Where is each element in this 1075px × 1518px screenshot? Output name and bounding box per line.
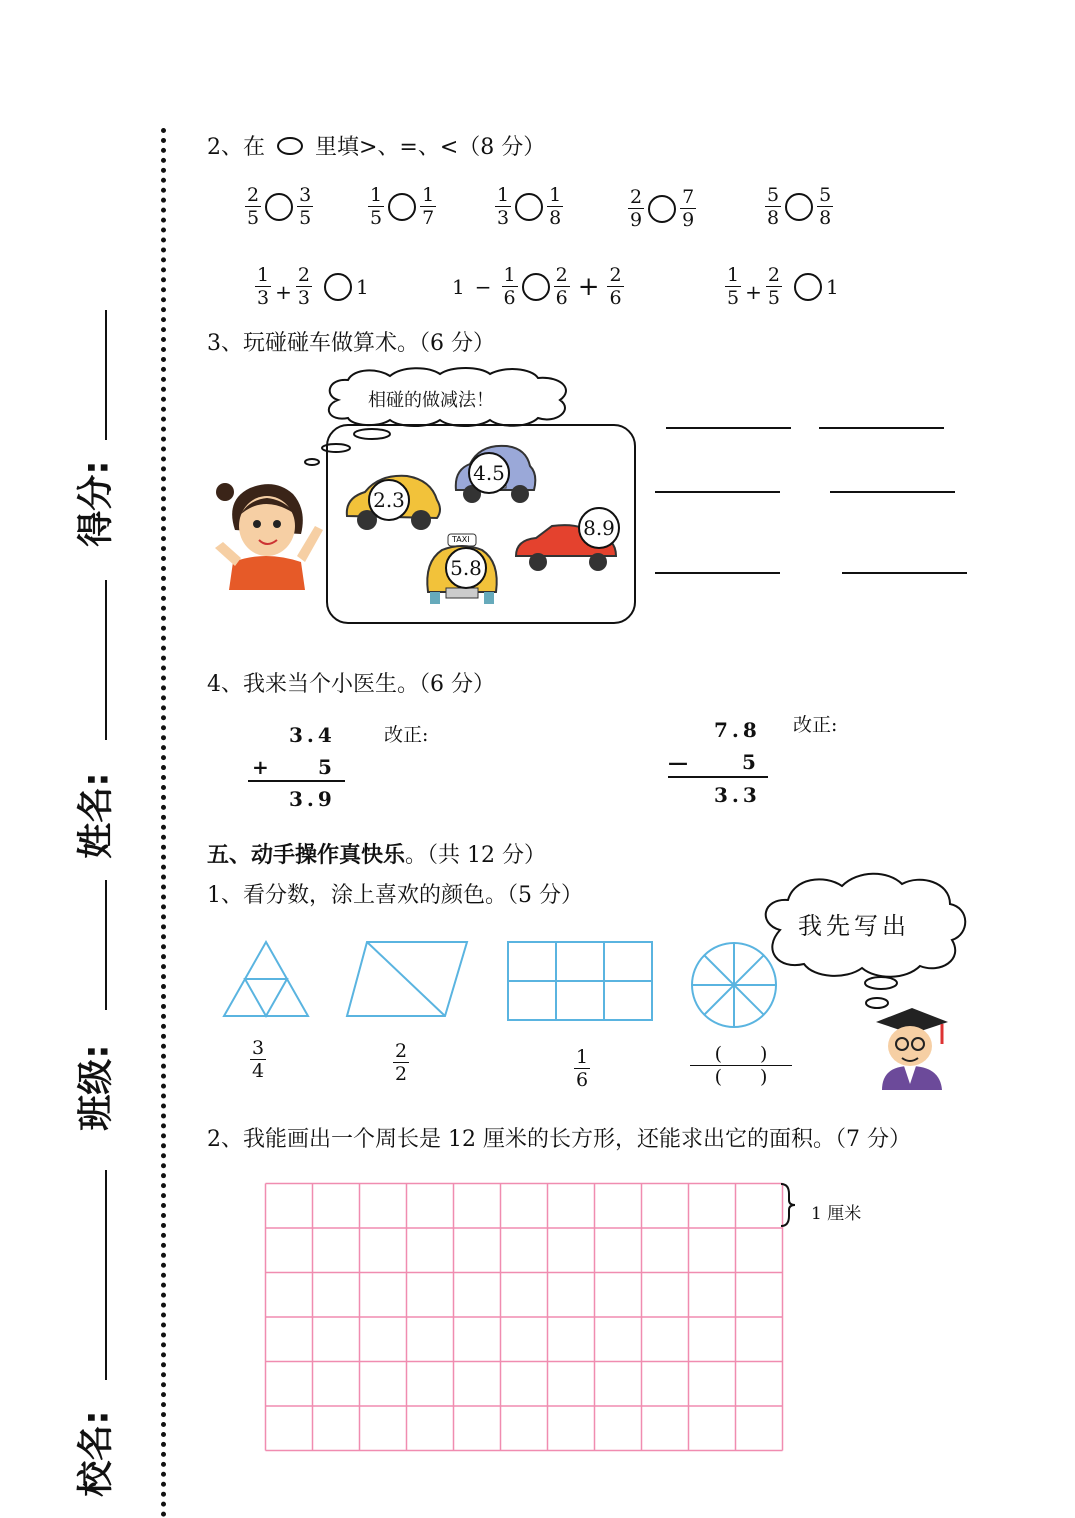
compare-expression: 1 − $\frac{1}{6}$ $\frac{2}{6}$ + $\frac{2}{6}$ <box>452 264 622 309</box>
shape-fraction: $\frac{1}{6}$ <box>576 1046 589 1091</box>
correct-label: 改正: <box>793 714 838 736</box>
car-number: 5.8 <box>445 547 487 589</box>
circle-icon <box>277 137 303 155</box>
fraction: $\frac{2}{5}$ <box>247 184 260 229</box>
brace-icon <box>779 1182 799 1228</box>
calc-left-op: + <box>252 755 273 779</box>
girl-illustration <box>205 470 330 590</box>
parallelogram-shape[interactable] <box>345 940 470 1020</box>
car-number: 4.5 <box>468 452 510 494</box>
calc-rule <box>248 780 345 782</box>
calc-right-top: 7.8 <box>714 718 761 742</box>
fraction: $\frac{1}{5}$ <box>370 184 383 229</box>
answer-line[interactable] <box>655 491 780 493</box>
calc-rule <box>668 776 768 778</box>
answer-line[interactable] <box>842 572 967 574</box>
compare-item <box>245 184 313 229</box>
fraction: $\frac{1}{3}$ <box>497 184 510 229</box>
compare-expression: $\frac{1}{3}$ + $\frac{2}{3}$ 1 <box>257 264 369 309</box>
correct-label: 改正: <box>384 724 429 746</box>
section5-title: 五、动手操作真快乐。（共 12 分） <box>207 843 546 868</box>
answer-line[interactable] <box>819 427 944 429</box>
car-number: 2.3 <box>368 479 410 521</box>
school-line <box>105 1170 107 1380</box>
school-label: 校名: <box>75 1410 117 1497</box>
grid-unit-label: 1 厘米 <box>811 1204 862 1224</box>
answer-circle[interactable] <box>388 193 416 221</box>
compare-item <box>368 184 436 229</box>
score-line <box>105 310 107 440</box>
q4-title: 4、我来当个小医生。（6 分） <box>207 672 495 697</box>
triangle-shape[interactable] <box>220 940 312 1020</box>
calc-right-result: 3.3 <box>714 783 761 807</box>
q2-title: 2、在 里填>、=、<（8 分） <box>207 135 546 160</box>
doctor-illustration <box>868 1004 950 1090</box>
fraction: $\frac{2}{9}$ <box>630 186 643 231</box>
thought-bubble-text: 相碰的做减法！ <box>368 390 494 411</box>
shape-fraction: $\frac{3}{4}$ <box>252 1037 265 1082</box>
doctor-bubble-text: 我先写出 <box>798 912 910 940</box>
answer-circle[interactable] <box>515 193 543 221</box>
fraction: $\frac{1}{8}$ <box>549 184 562 229</box>
car-number: 8.9 <box>578 507 620 549</box>
s5-q2-title: 2、我能画出一个周长是 12 厘米的长方形，还能求出它的面积。（7 分） <box>207 1127 911 1152</box>
calc-left-top: 3.4 <box>289 723 336 747</box>
score-label: 得分: <box>75 460 117 547</box>
compare-item <box>628 186 696 231</box>
fraction: $\frac{7}{9}$ <box>682 186 695 231</box>
answer-circle[interactable] <box>265 193 293 221</box>
fraction: $\frac{5}{8}$ <box>767 184 780 229</box>
fraction: $\frac{3}{5}$ <box>299 184 312 229</box>
answer-line[interactable] <box>666 427 791 429</box>
answer-circle[interactable] <box>785 193 813 221</box>
name-label: 姓名: <box>75 772 117 859</box>
answer-line[interactable] <box>830 491 955 493</box>
class-label: 班级: <box>75 1044 117 1131</box>
calc-left-second: 5 <box>318 755 336 779</box>
q3-title: 3、玩碰碰车做算术。（6 分） <box>207 331 495 356</box>
compare-item <box>495 184 563 229</box>
fraction: $\frac{1}{7}$ <box>422 184 435 229</box>
rectangle-grid-shape[interactable] <box>506 940 654 1022</box>
compare-item <box>765 184 833 229</box>
shape-fraction: $\frac{2}{2}$ <box>395 1040 408 1085</box>
answer-circle[interactable] <box>522 273 550 301</box>
answer-line[interactable] <box>655 572 780 574</box>
calc-right-op: — <box>668 750 692 774</box>
drawing-grid[interactable] <box>264 1182 784 1452</box>
answer-circle[interactable] <box>324 273 352 301</box>
class-line <box>105 880 107 1010</box>
answer-circle[interactable] <box>794 273 822 301</box>
taxi-label: TAXI <box>452 535 470 544</box>
binding-dotted-line <box>161 128 166 1518</box>
name-line <box>105 580 107 740</box>
fraction: $\frac{5}{8}$ <box>819 184 832 229</box>
compare-expression: $\frac{1}{5}$ + $\frac{2}{5}$ 1 <box>727 264 839 309</box>
calc-left-result: 3.9 <box>289 787 336 811</box>
shape-fraction-blank[interactable]: ( ) ( ) <box>692 1043 790 1088</box>
answer-circle[interactable] <box>648 195 676 223</box>
calc-right-second: 5 <box>742 750 760 774</box>
s5-q1-title: 1、看分数，涂上喜欢的颜色。（5 分） <box>207 883 583 908</box>
